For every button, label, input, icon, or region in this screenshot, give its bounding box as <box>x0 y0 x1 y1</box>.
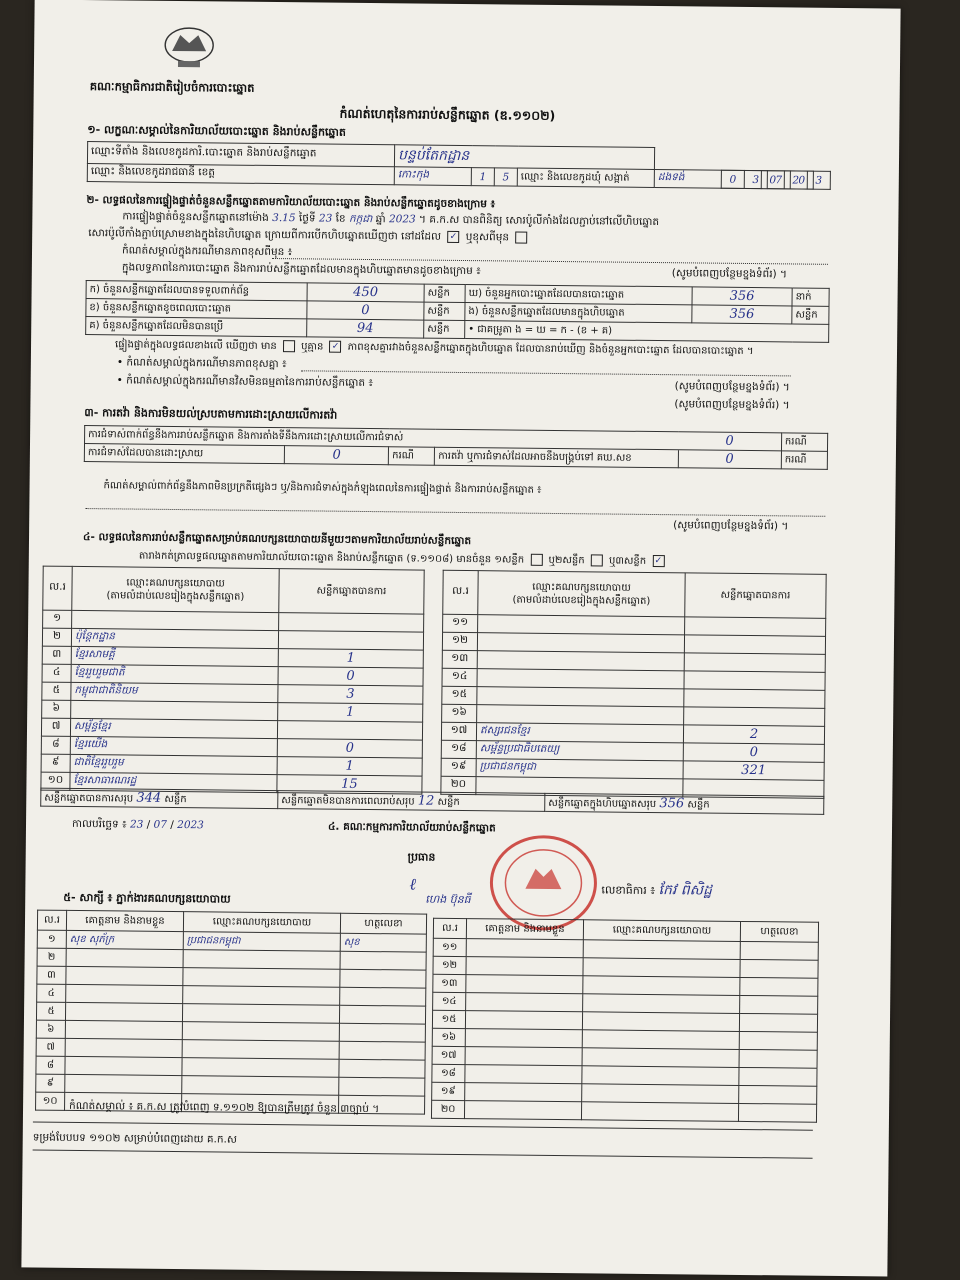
col-no-header: ល.រ <box>443 570 478 614</box>
result-votes-cell: 321 <box>683 761 824 780</box>
result-party-cell <box>71 700 278 720</box>
secretary-line <box>601 881 712 898</box>
section1-table <box>87 141 831 190</box>
result-votes-cell: 0 <box>277 739 422 759</box>
witness-no-cell: ៥ <box>36 1002 65 1020</box>
witness-no-cell: ៣ <box>37 966 66 984</box>
col-party-subtitle: (តាមលំដាប់លេខរៀងក្នុងសន្លឹកឆ្នោត) <box>106 589 245 603</box>
col-party-subtitle: (តាមលំដាប់លេខរៀងក្នុងសន្លឹកឆ្នោត) <box>512 594 651 607</box>
divider <box>33 1122 813 1131</box>
witness-sign-cell <box>739 1085 817 1104</box>
witness-name-cell <box>65 1020 182 1039</box>
witness-no-cell: ១១ <box>433 938 466 956</box>
results-sheet-count-line <box>139 550 668 568</box>
result-party-cell: ប្រជាជនកម្ពុជា <box>476 759 683 779</box>
witness-no-cell: ១៨ <box>432 1064 465 1082</box>
witness-name-cell <box>465 1083 582 1102</box>
witness-name-cell <box>65 1038 182 1057</box>
col-name-header: គោត្តនាម និងនាមខ្លួន <box>466 919 583 940</box>
result-party-cell <box>478 615 685 635</box>
witness-no-cell: ៦ <box>36 1020 65 1038</box>
witness-sign-cell <box>739 1013 817 1032</box>
voters-value: 356 <box>692 287 792 306</box>
nec-emblem-logo <box>162 23 217 74</box>
result-votes-cell: 0 <box>683 743 824 762</box>
box-content-label: ក្នុងលទ្ធភាពនៃការបោះឆ្នោត និងការរាប់សន្លឹកឆ្នោតដែលមានក្នុងហិបឆ្នោតមានដូចខាងក្រោម ៖ <box>121 261 481 278</box>
witness-sign-cell <box>740 941 818 960</box>
dotted-line <box>85 508 825 517</box>
result-no-cell: ៣ <box>42 646 71 664</box>
result-no-cell: ១ <box>43 610 72 628</box>
result-party-cell <box>477 669 684 689</box>
witness-name-cell <box>66 966 183 985</box>
two-sheets-label: ឬ២សន្លឹក <box>548 554 585 567</box>
month-label: ខែ <box>335 212 346 225</box>
inner-seal-line <box>88 227 530 244</box>
date-month: 07 <box>153 818 168 831</box>
col-party-header: ឈ្មោះគណបក្សនយោបាយ <box>183 912 340 934</box>
total-box-value: 356 <box>659 795 685 811</box>
location-value: បន្ទប់តែកដ្ឋាន <box>394 145 654 170</box>
total-invalid-label: សន្លឹកឆ្នោតមិនបានការពេលរាប់សរុប <box>281 794 415 808</box>
change-note-label: កំណត់សម្គាល់ក្នុងករណីមានភាពខុសពីមុន ៖ <box>121 244 293 259</box>
witness-name-cell <box>465 1029 582 1048</box>
witness-sign-cell <box>339 1005 425 1024</box>
result-no-cell: ២ <box>42 628 71 646</box>
unit-label: សន្លឹក <box>792 306 829 324</box>
changed-label: ឬខុសពីមុន <box>465 231 510 244</box>
dotted-line <box>301 370 791 376</box>
date-line: កាលបរិច្ឆេទ ៖ 23 / 07 / 2023 <box>71 817 204 832</box>
witness-party-cell <box>182 1022 339 1042</box>
witness-no-cell: ១៣ <box>433 974 466 992</box>
witness-party-cell <box>182 1040 339 1060</box>
difference-no-checkbox[interactable]: ✓ <box>329 341 341 353</box>
witness-party-cell <box>583 976 740 996</box>
station-code-digit: 3 <box>744 170 767 188</box>
witness-party-cell: ប្រជាជនកម្ពុជា <box>183 932 340 952</box>
irregularity-note-label: កំណត់សម្គាល់ពាក់ព័ន្ធនឹងភាពមិនប្រក្រតីផ្សេងៗ ឬ/និងការជំទាស់ក្នុងកំឡុងពេលនៃការផ្ទៀងផ្ទាត់ និងការរាប់សន្លឹកឆ្នោត ៖ <box>103 480 542 496</box>
result-party-cell: ខ្មែរយើង <box>70 736 277 756</box>
received-ballots-value: 450 <box>307 283 424 302</box>
result-party-cell: ឥស្សរជនខ្មែរ <box>476 723 683 743</box>
result-party-cell: ប៉ុន្ដែកដ្ឋាន <box>71 628 278 648</box>
result-party-cell: សម្ព័ន្ធខ្មែរ <box>70 718 277 738</box>
col-sign-header: ហត្ថលេខា <box>340 913 426 934</box>
seal-check-text: ។ គ.ក.ស បានពិនិត្យ សោរប៉ូលីកាំងដែលភ្ជាប់នៅលើហិបឆ្នោត <box>419 213 660 229</box>
verify-time-line <box>122 210 659 228</box>
witness-sign-cell <box>339 1077 425 1096</box>
section3-heading: ៣- ការតវ៉ា និងការមិនយល់ស្របតាមការដោះស្រាយលើការតវ៉ា <box>84 406 338 422</box>
result-party-cell: ខ្មែរសាមគ្គី <box>71 646 278 666</box>
result-no-cell: ១៣ <box>442 650 477 668</box>
unit-case-label: ករណី <box>389 447 435 465</box>
three-sheets-label: ឬ៣សន្លឹក <box>608 555 647 567</box>
result-votes-cell <box>277 721 422 741</box>
form-footer: ទម្រង់បែបបទ ១១០២ សម្រាប់បំពេញដោយ គ.ក.ស <box>32 1131 237 1146</box>
witness-name-cell <box>66 984 183 1003</box>
col-votes-header: សន្លឹកឆ្នោតបានការ <box>685 573 826 618</box>
witness-table-left <box>35 910 427 1115</box>
unit-label: សន្លឹក <box>424 302 465 320</box>
date-day: 23 <box>129 818 144 831</box>
difference-no-label: ឬគ្មាន <box>301 341 324 353</box>
witness-sign-cell <box>340 969 426 988</box>
result-no-cell: ១២ <box>442 632 477 650</box>
commune-code-digit: 0 <box>761 171 784 189</box>
box-ballots-value: 356 <box>692 305 792 324</box>
witness-party-cell <box>583 958 740 978</box>
province-code-digit: 1 <box>471 168 494 186</box>
witness-sign-cell <box>339 1059 425 1078</box>
form-page <box>21 0 900 1276</box>
witness-name-cell <box>464 1101 581 1120</box>
see-back-note: (សូមបំពេញបន្ថែមខ្នងទំព័រ) ។ <box>673 519 789 533</box>
result-votes-cell <box>278 631 423 651</box>
station-code-digit: 7 <box>767 171 790 189</box>
total-invalid-cell <box>278 791 545 812</box>
unit-label: នាក់ <box>792 288 829 306</box>
result-no-cell: ៨ <box>41 736 70 754</box>
verify-time-value: 3.15 <box>272 211 296 225</box>
witness-name-cell <box>66 948 183 967</box>
voters-label: ឃ) ចំនួនអ្នកបោះឆ្នោតដែលបានបោះឆ្នោត <box>465 285 692 305</box>
see-back-note: (សូមបំពេញបន្ថែមខ្នងទំព័រ) ។ <box>674 398 790 412</box>
box-ballots-label: ង) ចំនួនសន្លឹកឆ្នោតដែលមានក្នុងហិបឆ្នោត <box>465 303 692 323</box>
province-value: កោះកុង <box>394 167 471 186</box>
secretary-name: កែវ ពិសិដ្ឋ <box>658 882 712 899</box>
station-code-digit: 0 <box>721 170 744 188</box>
unit-case-label: ករណី <box>781 433 827 451</box>
result-no-cell: ១៨ <box>441 740 476 758</box>
witness-sign-cell <box>739 1031 817 1050</box>
same-checkbox[interactable]: ✓ <box>447 231 459 243</box>
witness-name-cell <box>466 939 583 958</box>
unit-label: សន្លឹក <box>424 284 465 302</box>
witness-sign-cell <box>340 987 426 1006</box>
complaints-row1-label: ការជំទាស់ពាក់ព័ន្ធនឹងការរាប់សន្លឹកឆ្នោត និងការតាំងទីនឹងការដោះស្រាយលើការជំទាស់ <box>85 426 679 450</box>
witness-name-cell <box>465 1047 582 1066</box>
three-sheets-checkbox[interactable]: ✓ <box>652 555 664 567</box>
result-party-cell <box>477 687 684 707</box>
witness-sign-cell <box>739 1049 817 1068</box>
date-label: កាលបរិច្ឆេទ ៖ <box>71 817 127 831</box>
result-votes-cell <box>685 617 826 636</box>
committee-label: ៤. គណៈកម្មការការិយាល័យរាប់សន្លឹកឆ្នោត <box>327 820 496 835</box>
divider <box>33 1150 813 1159</box>
total-invalid-value: 12 <box>417 793 435 809</box>
witness-name-cell <box>465 1011 582 1030</box>
witness-sign-cell <box>340 951 426 970</box>
result-votes-cell: 0 <box>278 667 423 687</box>
result-no-cell: ៩ <box>41 754 70 772</box>
witness-name-cell <box>465 1065 582 1084</box>
witness-party-cell <box>582 1048 739 1068</box>
col-party-header: ឈ្មោះគណបក្សនយោបាយ <box>583 920 740 942</box>
col-party-title: ឈ្មោះគណបក្សនយោបាយ <box>126 576 225 590</box>
witness-sign-cell <box>739 1067 817 1086</box>
witness-sign-cell <box>339 1041 425 1060</box>
witness-party-cell <box>583 940 740 960</box>
result-votes-cell <box>684 707 825 726</box>
verify-time-label: ការផ្ទៀងផ្ទាត់ចំនួនសន្លឹកឆ្នោតនៅម៉ោង <box>122 210 269 224</box>
total-valid-value: 344 <box>136 790 162 806</box>
witness-name-cell: សុខ សុភ័ក្រ <box>66 930 183 949</box>
witness-party-cell <box>583 994 740 1014</box>
witness-no-cell: ១៤ <box>433 992 466 1010</box>
result-no-cell: ៥ <box>42 682 71 700</box>
unit-label: សន្លឹក <box>164 793 187 805</box>
unused-ballots-value: 94 <box>307 319 424 338</box>
year-label: ឆ្នាំ <box>375 213 386 226</box>
col-no-header: ល.រ <box>433 918 466 938</box>
commune-label: ឈ្មោះ និងលេខកូដឃុំ សង្កាត់ <box>517 168 654 187</box>
see-back-note: (សូមបំពេញបន្ថែមខ្នងទំព័រ) ។ <box>674 380 790 394</box>
form-title: កំណត់ហេតុនៃការរាប់សន្លឹកឆ្នោត (ឌ.១១០២) <box>339 105 556 123</box>
witness-party-cell <box>183 968 340 988</box>
witness-party-cell <box>581 1102 738 1122</box>
result-no-cell: ១០ <box>41 772 70 790</box>
formula-text: • ជាគម្រូតា ង = ឃ = ក - (ខ + គ) <box>465 321 829 343</box>
result-no-cell: ៤ <box>42 664 71 682</box>
difference-note-label: • កំណត់សម្គាល់ក្នុងករណីមានភាពខុសគ្នា ៖ <box>116 356 287 371</box>
col-party-title: ឈ្មោះគណបក្សនយោបាយ <box>532 581 631 594</box>
witness-name-cell <box>466 993 583 1012</box>
location-label: ឈ្មោះទីតាំង និងលេខកូដការិ.បោះឆ្នោត និងរាប់សន្លឹកឆ្នោត <box>87 142 394 167</box>
result-votes-cell <box>684 671 825 690</box>
result-votes-cell <box>684 653 825 672</box>
witness-sign-cell <box>740 995 818 1014</box>
inner-seal-text: សោរប៉ូលីកាំងភ្ជាប់ស្រោមខាងក្នុងនៃហិបឆ្នោត ក្រោយពីការបើកហិបឆ្នោតឃើញថា នៅដដែល <box>88 227 442 243</box>
result-no-cell: ១១ <box>443 614 478 632</box>
date-year: 2023 <box>177 819 204 832</box>
section5-heading: ៥- សាក្សី ៖ ភ្នាក់ងារគណបក្សនយោបាយ <box>63 890 231 906</box>
unused-ballots-label: គ) ចំនួនសន្លឹកឆ្នោតដែលមិនបានប្រើ <box>86 317 307 337</box>
section2-heading: ២- លទ្ធផលនៃការផ្ទៀងផ្ទាត់ចំនួនសន្លឹកឆ្នោតតាមការិយាល័យបោះឆ្នោត និងរាប់សន្លឹកឆ្នោតដូចខាងក្រោម ៖ <box>86 194 496 211</box>
result-votes-cell: 1 <box>278 703 423 723</box>
unit-label: សន្លឹក <box>424 320 465 338</box>
difference-rest-text: ភាពខុសគ្នារវាងចំនួនសន្លឹកឆ្នោតក្នុងហិបឆ្នោត ដែលបានរាប់ឃើញ និងចំនួនអ្នកបោះឆ្នោត ដែលបានបោះឆ្នោត ។ <box>347 341 754 358</box>
changed-checkbox[interactable] <box>515 232 527 244</box>
result-party-cell <box>477 633 684 653</box>
col-name-header: គោត្តនាម និងនាមខ្លួន <box>66 910 183 931</box>
witness-party-cell <box>582 1066 739 1086</box>
complaints-row1-value: 0 <box>678 432 782 451</box>
witness-name-cell <box>466 957 583 976</box>
spoiled-ballots-value: 0 <box>307 301 424 320</box>
forwarded-label: ការតវ៉ា ឬការជំទាស់ដែលអាចនឹងបង្គ្រប់ទៅ គឃ.សខ <box>435 447 678 468</box>
result-no-cell: ២០ <box>441 776 476 794</box>
witness-name-cell <box>65 1002 182 1021</box>
witness-party-cell <box>582 1012 739 1032</box>
result-no-cell: ៦ <box>42 700 71 718</box>
total-box-label: សន្លឹកឆ្នោតក្នុងហិបឆ្នោតសរុប <box>548 797 657 810</box>
unit-label: សន្លឹក <box>437 796 460 808</box>
witness-no-cell: ១៥ <box>432 1010 465 1028</box>
chair-signature: ℓ <box>409 874 417 894</box>
witness-no-cell: ៤ <box>37 984 66 1002</box>
result-party-cell <box>72 610 279 630</box>
witness-sign-cell <box>740 959 818 978</box>
witness-party-cell <box>183 986 340 1006</box>
result-votes-cell: 1 <box>278 649 423 669</box>
witness-name-cell <box>65 1074 182 1093</box>
witness-party-cell <box>182 1004 339 1024</box>
witness-no-cell: ១៩ <box>432 1082 465 1100</box>
col-sign-header: ហត្ថលេខា <box>740 921 818 942</box>
station-code-boxes <box>721 170 814 190</box>
witness-no-cell: ១២ <box>433 956 466 974</box>
result-no-cell: ១៧ <box>441 722 476 740</box>
sheet-count-text: តារាងកត់ត្រាលទ្ធផលឆ្នោតតាមការិយាល័យបោះឆ្នោត និងរាប់សន្លឹកឆ្នោត (ទ.១១០៨) មានចំនួន ១សន្លឹក <box>138 550 525 566</box>
chair-label: ប្រធាន <box>407 850 436 864</box>
complaints-table <box>84 425 828 470</box>
result-votes-cell: 2 <box>683 725 824 744</box>
result-votes-cell <box>279 613 424 633</box>
total-valid-cell <box>41 788 278 808</box>
forwarded-value: 0 <box>678 450 782 469</box>
witness-party-cell <box>582 1030 739 1050</box>
col-no-header: ល.រ <box>37 910 66 930</box>
difference-yes-checkbox[interactable] <box>283 340 295 352</box>
result-no-cell: ១៤ <box>442 668 477 686</box>
unit-label: សន្លឹក <box>687 798 710 811</box>
chair-name: ហេង ប៊ុនធី <box>425 892 471 907</box>
section4-heading: ៤- លទ្ធផលនៃការរាប់សន្លឹកឆ្នោតសម្រាប់គណបក្សនយោបាយនីមួយៗតាមការិយាល័យរាប់សន្លឹកឆ្នោត <box>82 531 472 548</box>
witness-party-cell <box>582 1084 739 1104</box>
result-party-cell: កម្ពុជាជាតិនិយម <box>71 682 278 702</box>
spoiled-ballots-label: ខ) ចំនួនសន្លឹកឆ្នោតខូចពេលបោះឆ្នោត <box>86 299 307 319</box>
result-votes-cell <box>684 689 825 708</box>
witness-no-cell: ២ <box>37 948 66 966</box>
result-votes-cell: 3 <box>278 685 423 705</box>
col-votes-header: សន្លឹកឆ្នោតបានការ <box>279 569 424 615</box>
result-party-cell: ខ្មែររួបរួមជាតិ <box>71 664 278 684</box>
result-votes-cell <box>684 635 825 654</box>
day-value: 23 <box>318 212 333 225</box>
day-label: ថ្ងៃទី <box>298 212 316 225</box>
col-party-header <box>478 571 685 617</box>
difference-label: ផ្ទៀងផ្ទាត់ក្នុងលទ្ធផលខាងលើ ឃើញថា មាន <box>114 339 277 353</box>
result-party-cell: ជាតិខ្មែររួបរួម <box>70 754 277 774</box>
witness-name-cell <box>466 975 583 994</box>
result-no-cell: ១៥ <box>442 686 477 704</box>
col-party-header <box>72 566 279 612</box>
month-value: កក្កដា <box>348 212 373 226</box>
result-no-cell: ១៩ <box>441 758 476 776</box>
witness-no-cell: ៧ <box>36 1038 65 1056</box>
abnormal-note-label: • កំណត់សម្គាល់ក្នុងករណីមានវិសមិនធម្មតានៃការរាប់សន្លឹកឆ្នោត ៖ <box>116 374 374 390</box>
witness-party-cell <box>182 1076 339 1096</box>
received-ballots-label: ក) ចំនួនសន្លឹកឆ្នោតដែលបានទទួលពាក់ព័ន្ធ <box>86 281 307 301</box>
ballot-count-table <box>85 280 830 343</box>
province-code-digit: 5 <box>494 168 517 186</box>
result-votes-cell: 1 <box>277 757 422 777</box>
total-box-cell <box>545 793 824 814</box>
witness-sign-cell <box>740 977 818 996</box>
witness-sign-cell <box>339 1023 425 1042</box>
witness-sign-cell <box>738 1103 816 1122</box>
result-no-cell: ៧ <box>41 718 70 736</box>
commune-code-digit: 3 <box>807 171 830 189</box>
witness-no-cell: ១៧ <box>432 1046 465 1064</box>
resolved-label: ការជំទាស់ដែលបានដោះស្រាយ <box>84 444 285 464</box>
witness-table-right <box>431 918 819 1123</box>
witness-name-cell <box>65 1056 182 1075</box>
result-votes-cell: 15 <box>277 775 422 795</box>
unit-case-label: ករណី <box>781 451 827 469</box>
footnote: កំណត់សម្គាល់ ៖ គ.ក.ស ត្រូវបំពេញ ទ.១១០២ ឱ្យបានត្រឹមត្រូវ ចំនួន ៣ច្បាប់ ។ <box>69 1099 380 1116</box>
see-back-note: (សូមបំពេញបន្ថែមខ្នងទំព័រ) ។ <box>671 267 787 281</box>
result-no-cell: ១៦ <box>442 704 477 722</box>
org-name: គណៈកម្មាធិការជាតិរៀបចំការបោះឆ្នោត <box>89 79 255 95</box>
result-party-cell: ខ្មែរសាធារណរដ្ឋ <box>70 772 277 792</box>
secretary-label: លេខាធិការ ៖ <box>601 883 656 898</box>
station-code-digit: 0 <box>790 171 813 189</box>
section1-heading: ១- លក្ខណៈសម្គាល់នៃការិយាល័យបោះឆ្នោត និងរាប់សន្លឹកឆ្នោត <box>87 123 346 139</box>
witness-no-cell: ៩ <box>36 1074 65 1092</box>
commune-value: ដងទង់ <box>654 169 761 188</box>
witness-no-cell: ១ <box>37 930 66 948</box>
results-table-left <box>40 566 424 795</box>
commune-code-digit: 2 <box>784 171 807 189</box>
witness-no-cell: ១៦ <box>432 1028 465 1046</box>
difference-line <box>115 338 754 357</box>
col-no-header: ល.រ <box>43 566 72 610</box>
two-sheets-checkbox[interactable] <box>591 554 603 566</box>
total-valid-label: សន្លឹកឆ្នោតបានការសរុប <box>44 792 134 805</box>
province-label: ឈ្មោះ និងលេខកូដរាជធានី ខេត្ត <box>87 164 394 185</box>
resolved-value: 0 <box>285 446 389 465</box>
result-party-cell <box>477 705 684 725</box>
results-table-right <box>440 570 826 799</box>
witness-sign-cell: សុខ <box>340 933 426 952</box>
witness-no-cell: ៨ <box>36 1056 65 1074</box>
result-party-cell <box>477 651 684 671</box>
year-value: 2023 <box>388 213 416 226</box>
witness-no-cell: ១០ <box>36 1092 65 1110</box>
result-party-cell: សម្ព័ន្ធប្រជាធិបតេយ្យ <box>476 741 683 761</box>
witness-no-cell: ២០ <box>431 1100 464 1118</box>
witness-party-cell <box>183 950 340 970</box>
witness-row <box>431 1100 816 1122</box>
witness-party-cell <box>182 1058 339 1078</box>
one-sheet-checkbox[interactable] <box>530 554 542 566</box>
